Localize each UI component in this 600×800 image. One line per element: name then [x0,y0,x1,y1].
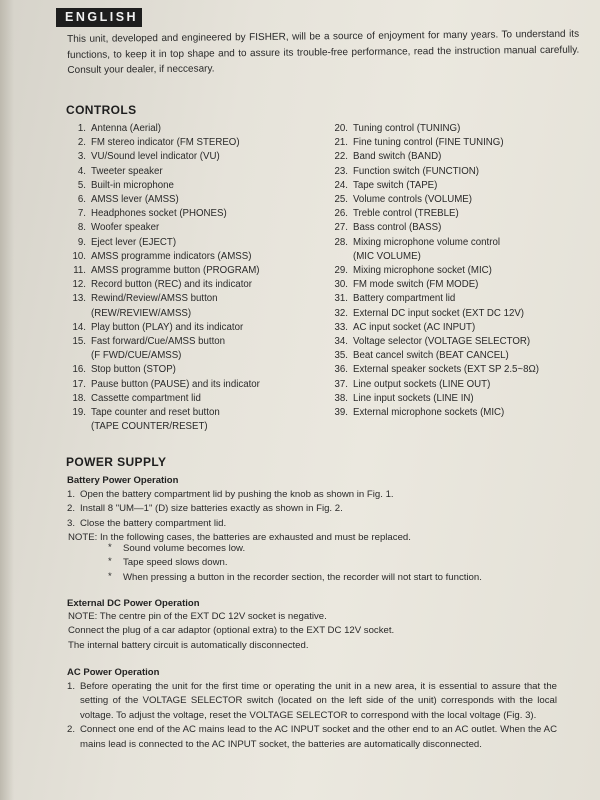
control-number: 23. [334,165,348,177]
control-label: Tape switch (TAPE) [353,179,438,191]
control-label: Mixing microphone volume control [353,236,500,248]
control-item [68,236,260,250]
control-item [68,264,260,278]
control-number: 18. [72,392,86,404]
step-text: Close the battery compartment lid. [80,517,227,529]
control-item [330,406,539,420]
control-number: 37. [334,378,348,390]
control-label: Tweeter speaker [91,165,163,177]
control-number: 38. [334,392,348,404]
control-label: External speaker sockets (EXT SP 2.5~8Ω) [353,364,539,376]
control-label: (MIC VOLUME) [353,250,421,262]
control-item [330,221,539,235]
ac-steps [67,680,557,752]
control-number: 17. [72,378,86,390]
ac-step [67,723,557,752]
control-number: 11. [73,265,86,277]
control-item [330,321,539,335]
external-dc-line: NOTE: The centre pin of the EXT DC 12V socket is negative. [68,611,327,622]
control-number: 34. [334,336,348,348]
control-item [330,193,539,207]
control-item [68,321,260,335]
battery-step [67,502,394,516]
control-label: Play button (PLAY) and its indicator [91,321,244,333]
step-number: 3. [67,517,76,529]
step-number: 1. [67,489,76,500]
control-number: 36. [334,364,348,376]
control-label: Mixing microphone socket (MIC) [353,265,492,277]
ac-step [67,680,557,723]
controls-list-right [330,122,539,420]
control-number: 26. [334,208,348,220]
control-item [68,392,260,406]
control-item [68,378,260,392]
control-number: 4. [77,165,86,177]
control-number: 25. [334,194,348,206]
control-label: AMSS programme button (PROGRAM) [91,265,260,277]
battery-step [67,488,394,502]
control-label: Eject lever (EJECT) [91,236,177,248]
control-item [68,150,260,164]
control-number: 3. [77,151,86,163]
step-number: 1. [67,681,76,692]
control-number: 31. [334,293,348,305]
control-item [330,278,539,292]
control-item [68,250,260,264]
control-item [330,378,539,392]
control-item [330,207,539,221]
control-label: Rewind/Review/AMSS button [91,293,218,305]
control-number: 33. [334,321,348,333]
control-label: Battery compartment lid [353,293,456,305]
external-dc-line: The internal battery circuit is automatically disconnected. [68,639,309,651]
control-number: 14. [72,321,86,333]
step-number: 2. [67,724,76,736]
control-label: Voltage selector (VOLTAGE SELECTOR) [353,336,531,348]
control-label: Headphones socket (PHONES) [91,208,227,220]
control-label: Stop button (STOP) [91,364,176,376]
control-label: Tuning control (TUNING) [353,123,461,134]
control-number: 22. [334,151,348,163]
control-number: 28. [334,236,348,248]
control-item [330,349,539,363]
control-item [68,136,260,150]
external-dc-subheading: External DC Power Operation [67,598,200,609]
control-item [68,221,260,235]
control-number: 10. [72,250,86,262]
controls-heading: CONTROLS [66,103,137,117]
control-label: Bass control (BASS) [353,222,442,234]
control-label: Fast forward/Cue/AMSS button [91,336,226,348]
control-label: Function switch (FUNCTION) [353,165,479,177]
control-item [330,122,539,136]
battery-bullet: * Tape speed slows down. [108,556,482,570]
control-item [68,278,260,292]
control-item [330,264,539,278]
control-item [330,335,539,349]
control-item [68,179,260,193]
step-text: Before operating the unit for the first time or operating the unit in a new area, it is essential to assure that the setting of the VOLTAGE SELECTOR switch (located on the left side of the unit) corresponds with the local voltage. To adjust the voltage, reset the VOLTAGE SELECTOR to correspond with the local voltage (Fig. 3). [80,681,557,721]
control-label: Woofer speaker [91,222,160,234]
external-dc-text [68,610,568,653]
battery-subheading: Battery Power Operation [67,475,179,486]
control-label: Fine tuning control (FINE TUNING) [353,137,504,149]
control-label: VU/Sound level indicator (VU) [91,151,220,163]
battery-step [67,517,394,531]
control-number: 24. [334,179,348,191]
control-label: External microphone sockets (MIC) [353,407,505,419]
control-number: 29. [334,265,348,277]
ac-subheading: AC Power Operation [67,667,160,678]
control-item [330,136,539,150]
control-item [68,207,260,221]
control-number: 27. [334,222,348,234]
battery-bullet: * Sound volume becomes low. [108,542,482,556]
control-number: 5. [77,179,86,191]
control-number: 6. [77,194,86,206]
control-label: Line output sockets (LINE OUT) [353,378,491,390]
control-label: External DC input socket (EXT DC 12V) [353,307,525,319]
control-number: 35. [334,350,348,362]
control-label: Beat cancel switch (BEAT CANCEL) [353,350,509,362]
control-label: (TAPE COUNTER/RESET) [91,421,208,433]
control-item [68,292,260,320]
language-tab: ENGLISH [56,8,142,27]
battery-note-text: NOTE: In the following cases, the batteries are exhausted and must be replaced. [68,532,411,543]
control-number: 16. [72,364,86,376]
control-label: FM mode switch (FM MODE) [353,279,479,291]
control-number: 19. [72,407,86,419]
control-item [68,363,260,377]
control-item [330,150,539,164]
control-number: 21. [334,137,348,149]
battery-bullet: * When pressing a button in the recorder section, the recorder will not start to function. [108,571,482,585]
control-number: 2. [77,137,86,149]
control-number: 20. [334,123,348,134]
step-text: Connect one end of the AC mains lead to the AC INPUT socket and the other end to an AC outlet. When the AC mains lead is connected to the AC INPUT socket, the batteries are automatically disconnected. [80,724,557,750]
control-item [330,236,539,264]
control-number: 32. [334,307,348,319]
control-number: 7. [77,208,86,220]
step-number: 2. [67,503,76,515]
control-label: AMSS programme indicators (AMSS) [91,250,252,262]
control-number: 30. [334,279,348,291]
battery-steps [67,488,394,531]
power-supply-heading: POWER SUPPLY [66,455,167,469]
control-item [330,179,539,193]
control-item [68,122,260,136]
control-label: (F FWD/CUE/AMSS) [91,350,182,362]
control-item [330,292,539,306]
control-label: Pause button (PAUSE) and its indicator [91,378,260,390]
control-label: Band switch (BAND) [353,151,442,163]
control-number: 12. [72,279,86,291]
control-item [330,392,539,406]
control-label: AMSS lever (AMSS) [91,194,179,206]
control-number: 1. [77,123,86,134]
control-label: FM stereo indicator (FM STEREO) [91,137,240,149]
battery-bullets [108,542,482,585]
control-item [68,335,260,363]
control-label: Treble control (TREBLE) [353,208,459,220]
step-text: Open the battery compartment lid by pushing the knob as shown in Fig. 1. [80,489,394,500]
control-label: Record button (REC) and its indicator [91,279,252,291]
control-label: AC input socket (AC INPUT) [353,321,476,333]
control-item [330,307,539,321]
control-label: Cassette compartment lid [91,392,201,404]
controls-list-left [68,122,260,434]
control-label: Tape counter and reset button [91,407,220,419]
control-number: 8. [77,222,86,234]
control-number: 13. [72,293,86,305]
control-item [330,363,539,377]
control-label: Volume controls (VOLUME) [353,194,472,206]
step-text: Install 8 "UM—1" (D) size batteries exactly as shown in Fig. 2. [80,503,343,515]
external-dc-line: Connect the plug of a car adaptor (optional extra) to the EXT DC 12V socket. [68,625,395,637]
control-label: (REW/REVIEW/AMSS) [91,307,192,319]
control-item [68,406,260,434]
control-label: Antenna (Aerial) [91,123,162,134]
control-number: 39. [334,407,348,419]
control-item [68,165,260,179]
control-number: 15. [72,336,86,348]
control-number: 9. [77,236,86,248]
control-item [68,193,260,207]
intro-paragraph: This unit, developed and engineered by FISHER, will be a source of enjoyment for many years. To understand its functions, to keep it in top shape and to assure its trouble-free performance, read the instruction manual carefully. Consult your dealer, if neccesary. [67,28,580,76]
control-label: Built-in microphone [91,179,174,191]
control-item [330,165,539,179]
control-label: Line input sockets (LINE IN) [353,392,474,404]
